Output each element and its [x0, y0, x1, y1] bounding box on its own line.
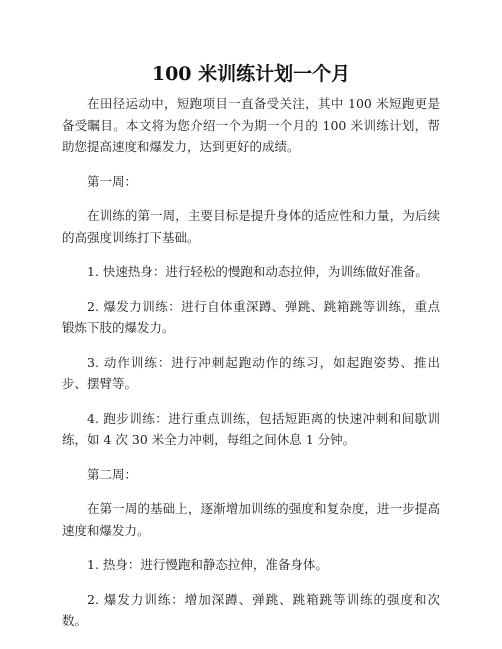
list-item-power-training: 2. 爆发力训练：进行自体重深蹲、弹跳、跳箱跳等训练，重点锻炼下肢的爆发力。 — [62, 298, 440, 335]
heading-week-2: 第二周： — [87, 466, 138, 482]
list-item-running-training: 4. 跑步训练：进行重点训练，包括短距离的快速冲刺和间歇训练，如 4 次 30 米全力冲刺，每组之间休息 1 分钟。 — [62, 410, 440, 447]
paragraph-week-2-goal: 在第一周的基础上，逐渐增加训练的强度和复杂度，进一步提高速度和爆发力。 — [62, 501, 440, 538]
list-item-warmup: 1. 快速热身：进行轻松的慢跑和动态拉伸，为训练做好准备。 — [87, 264, 428, 279]
paragraph-week-1-goal: 在训练的第一周，主要目标是提升身体的适应性和力量，为后续的高强度训练打下基础。 — [62, 208, 440, 245]
list-item-power-training-week-2: 2. 爆发力训练：增加深蹲、弹跳、跳箱跳等训练的强度和次数。 — [62, 591, 440, 628]
document-title: 100 米训练计划一个月 — [151, 63, 351, 85]
paragraph-intro: 在田径运动中，短跑项目一直备受关注，其中 100 米短跑更是备受瞩目。本文将为您介绍一个为期一个月的 100 米训练计划，帮助您提高速度和爆发力，达到更好的成绩。 — [62, 96, 440, 154]
document-body — [62, 93, 440, 645]
list-item-warmup-week-2: 1. 热身：进行慢跑和静态拉伸，准备身体。 — [87, 557, 328, 572]
heading-week-1: 第一周： — [87, 173, 138, 189]
list-item-technique-training: 3. 动作训练：进行冲刺起跑动作的练习，如起跑姿势、推出步、摆臂等。 — [62, 354, 440, 391]
